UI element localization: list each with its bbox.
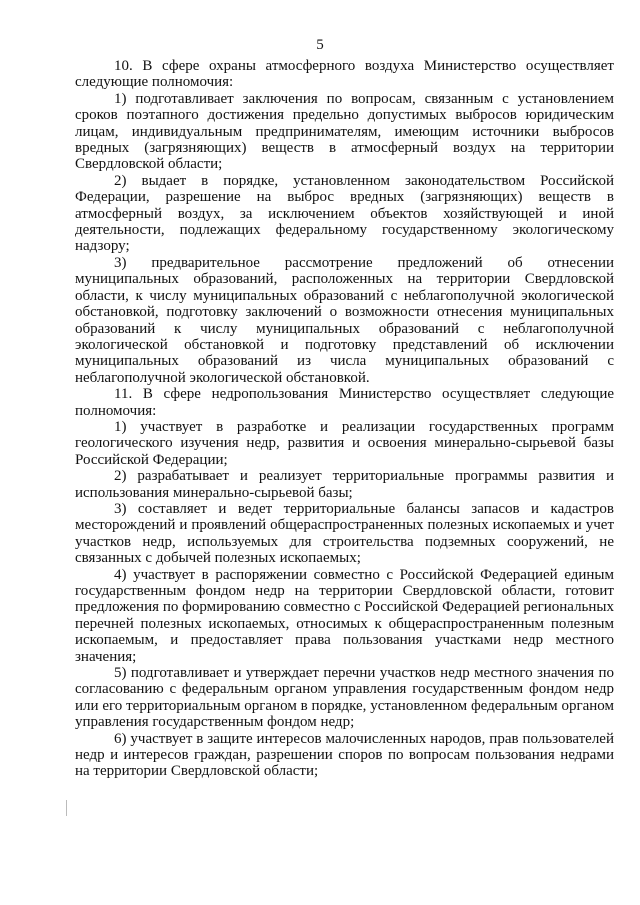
section-10-item-1: 1) подготавливает заключения по вопросам, связанным с установлением сроков поэтапного достижения предельно допустимых выбросов юридическим лицам, индивидуальным предпринимателям, имеющим источники выбросов вредных (загрязняющих) веществ в атмосферный воздух на территории Свердловской области;	[75, 90, 614, 173]
section-11-heading: 11. В сфере недропользования Министерство осуществляет следующие полномочия:	[75, 386, 614, 419]
margin-mark	[66, 800, 68, 816]
section-11-item-4: 4) участвует в распоряжении совместно с Российской Федерацией единым государственным фондом недр на территории Свердловской области, готовит предложения по формированию совместно с Российской Федерацией региональных перечней полезных ископаемых, относимых к общераспространенным полезным ископаемым, и предоставляет права пользования участками недр местного значения;	[75, 566, 614, 665]
section-11-item-6: 6) участвует в защите интересов малочисленных народов, прав пользователей недр и интересов граждан, разрешении споров по вопросам пользования недрами на территории Свердловской области;	[75, 730, 614, 780]
section-11-item-5: 5) подготавливает и утверждает перечни участков недр местного значения по согласованию с федеральным органом управления государственным фондом недр или его территориальным органом в порядке, установленном федеральным органом управления государственным фондом недр;	[75, 665, 614, 731]
section-11-item-2: 2) разрабатывает и реализует территориальные программы развития и использования минерально-сырьевой базы;	[75, 468, 614, 501]
section-11-item-3: 3) составляет и ведет территориальные балансы запасов и кадастров месторождений и проявлений общераспространенных полезных ископаемых и учет участков недр, используемых для строительства подземных сооружений, не связанных с добычей полезных ископаемых;	[75, 500, 614, 567]
section-10-item-2: 2) выдает в порядке, установленном законодательством Российской Федерации, разрешение на выброс вредных (загрязняющих) веществ в атмосферный воздух, за исключением объектов хозяйствующей и иной деятельности, подлежащих федеральному государственному экологическому надзору;	[75, 172, 614, 255]
page-number: 5	[316, 37, 324, 53]
document-body	[75, 58, 614, 780]
section-10-item-3: 3) предварительное рассмотрение предложений об отнесении муниципальных образований, расположенных на территории Свердловской области, к числу муниципальных образований с неблагополучной экологической обстановкой, подготовку заключений о возможности отнесения муниципальных образований к числу муниципальных образований с неблагополучной экологической обстановкой и подготовку представлений об исключении муниципальных образований из числа муниципальных образований с неблагополучной экологической обстановкой.	[75, 254, 614, 386]
section-10-heading: 10. В сфере охраны атмосферного воздуха Министерство осуществляет следующие полномочия:	[75, 58, 614, 91]
section-11-item-1: 1) участвует в разработке и реализации государственных программ геологического изучения недр, развития и освоения минерально-сырьевой базы Российской Федерации;	[75, 418, 614, 468]
